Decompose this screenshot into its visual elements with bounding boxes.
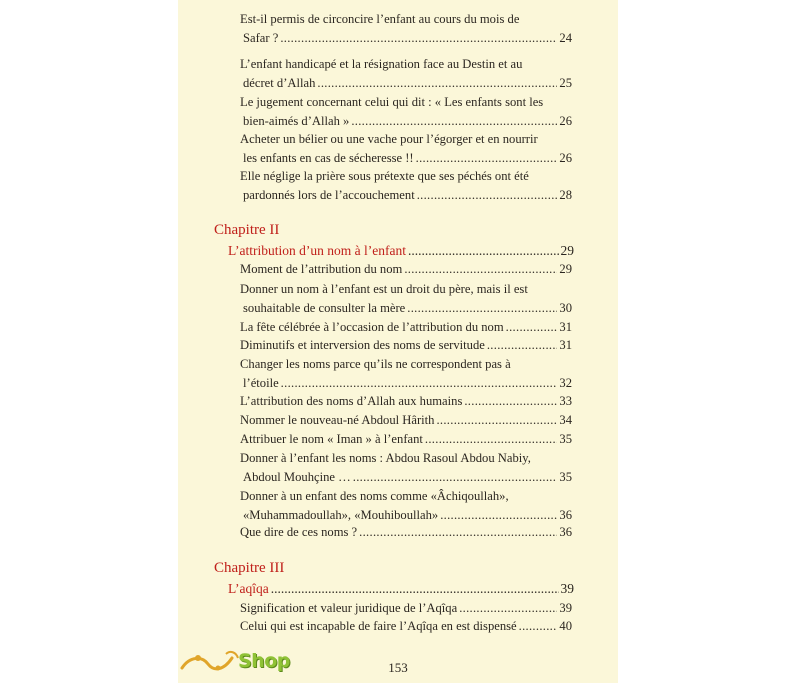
page-number: 153 — [388, 660, 408, 675]
toc-entry-text-line2: l’étoile — [243, 376, 279, 390]
toc-page-number: 26 — [559, 151, 572, 165]
leader-dots — [416, 149, 558, 168]
toc-entry-text: Que dire de ces noms ? — [240, 525, 358, 539]
toc-entry — [240, 411, 572, 430]
toc-entry — [240, 280, 572, 318]
toc-entry — [240, 336, 572, 355]
chapter-subtitle-text: L’aqîqa — [228, 581, 269, 596]
leader-dots — [317, 74, 557, 93]
toc-page-number: 25 — [559, 76, 572, 90]
leader-dots — [407, 299, 557, 318]
leader-dots — [464, 392, 557, 411]
toc-page-number: 29 — [560, 243, 574, 258]
leader-dots — [280, 29, 557, 48]
toc-entry — [240, 355, 572, 393]
toc-entry — [240, 55, 572, 93]
leader-dots — [271, 579, 559, 598]
toc-entry-text: Diminutifs et interversion des noms de servitude — [240, 338, 485, 352]
toc-page-number: 33 — [559, 394, 572, 408]
toc-page-number: 36 — [559, 525, 572, 539]
toc-entry-text: Attribuer le nom « Iman » à l’enfant — [240, 432, 423, 446]
leader-dots — [359, 523, 557, 542]
toc-entry-text-line2: souhaitable de consulter la mère — [243, 301, 406, 315]
toc-entry-text-line1: Elle néglige la prière sous prétexte que ses péchés ont été — [240, 169, 529, 183]
toc-entry — [240, 318, 572, 337]
leader-dots — [351, 112, 557, 131]
leader-dots — [425, 430, 558, 449]
toc-page-number: 24 — [559, 31, 572, 45]
leader-dots — [487, 336, 558, 355]
toc-entry — [240, 130, 572, 168]
toc-entry-text-line2: Abdoul Mouhçine … — [243, 470, 351, 484]
toc-page-number: 31 — [559, 320, 572, 334]
toc-entry — [240, 599, 572, 618]
toc-page-number: 35 — [559, 432, 572, 446]
toc-entry-text-line1: Donner un nom à l’enfant est un droit du père, mais il est — [240, 282, 528, 296]
toc-entry-text: L’attribution des noms d’Allah aux humains — [240, 394, 463, 408]
toc-page-number: 35 — [559, 470, 572, 484]
toc-page-number: 26 — [559, 114, 572, 128]
toc-entry-text-line2: les enfants en cas de sécheresse !! — [243, 151, 414, 165]
toc-entry-text-line1: Acheter un bélier ou une vache pour l’égorger et en nourrir — [240, 132, 538, 146]
toc-page-number: 39 — [560, 581, 574, 596]
chapter-heading: Chapitre II — [214, 222, 280, 238]
logo-text: Shop — [238, 650, 290, 672]
chapter-subtitle — [228, 241, 574, 260]
leader-dots — [436, 411, 557, 430]
toc-entry-text: Nommer le nouveau-né Abdoul Hârith — [240, 413, 435, 427]
toc-entry — [240, 10, 572, 48]
toc-page-number: 34 — [559, 413, 572, 427]
toc-entry-text-line1: Changer les noms parce qu’ils ne correspondent pas à — [240, 357, 511, 371]
toc-page-number: 39 — [559, 601, 572, 615]
toc-entry-text-line1: L’enfant handicapé et la résignation face au Destin et au — [240, 57, 523, 71]
toc-entry — [240, 392, 572, 411]
toc-entry-text-line2: décret d’Allah — [243, 76, 316, 90]
leader-dots — [408, 241, 559, 260]
leader-dots — [404, 260, 557, 279]
toc-page-number: 29 — [559, 262, 572, 276]
toc-entry — [240, 523, 572, 542]
toc-entry — [240, 487, 572, 525]
chapter-heading: Chapitre III — [214, 560, 285, 576]
toc-entry-text-line2: Safar ? — [243, 31, 279, 45]
chapter-subtitle-text: L’attribution d’un nom à l’enfant — [228, 243, 406, 258]
toc-page-number: 31 — [559, 338, 572, 352]
toc-entry-text-line1: Donner à l’enfant les noms : Abdou Rasoul Abdou Nabiy, — [240, 451, 531, 465]
toc-entry — [240, 167, 572, 205]
toc-entry-text: Celui qui est incapable de faire l’Aqîqa en est dispensé — [240, 619, 517, 633]
table-of-contents — [178, 0, 618, 683]
leader-dots — [519, 617, 558, 636]
toc-entry-text-line1: Le jugement concernant celui qui dit : « Les enfants sont les — [240, 95, 544, 109]
leader-dots — [417, 186, 558, 205]
chapter-subtitle — [228, 579, 574, 598]
toc-entry — [240, 617, 572, 636]
toc-entry-text-line1: Est-il permis de circoncire l’enfant au cours du mois de — [240, 12, 520, 26]
leader-dots — [281, 374, 558, 393]
toc-entry-text: La fête célébrée à l’occasion de l’attribution du nom — [240, 320, 504, 334]
toc-page-number: 28 — [559, 188, 572, 202]
leader-dots — [459, 599, 557, 618]
toc-page-number: 30 — [559, 301, 572, 315]
toc-page-number: 36 — [559, 508, 572, 522]
toc-entry — [240, 449, 572, 487]
toc-entry — [240, 260, 572, 279]
toc-page-number: 40 — [559, 619, 572, 633]
leader-dots — [506, 318, 558, 337]
toc-entry-text: Signification et valeur juridique de l’Aqîqa — [240, 601, 458, 615]
toc-entry-text-line2: pardonnés lors de l’accouchement — [243, 188, 415, 202]
toc-entry-text-line2: bien-aimés d’Allah » — [243, 114, 350, 128]
toc-entry-text: Moment de l’attribution du nom — [240, 262, 403, 276]
toc-entry — [240, 93, 572, 131]
toc-entry-text-line2: «Muhammadoullah», «Mouhiboullah» — [243, 508, 439, 522]
toc-entry — [240, 430, 572, 449]
toc-page-number: 32 — [559, 376, 572, 390]
shop-logo — [180, 648, 300, 678]
logo-swirl-icon — [180, 648, 240, 678]
book-page — [178, 0, 618, 683]
toc-entry-text-line1: Donner à un enfant des noms comme «Âchiqoullah», — [240, 489, 509, 503]
leader-dots — [353, 468, 558, 487]
